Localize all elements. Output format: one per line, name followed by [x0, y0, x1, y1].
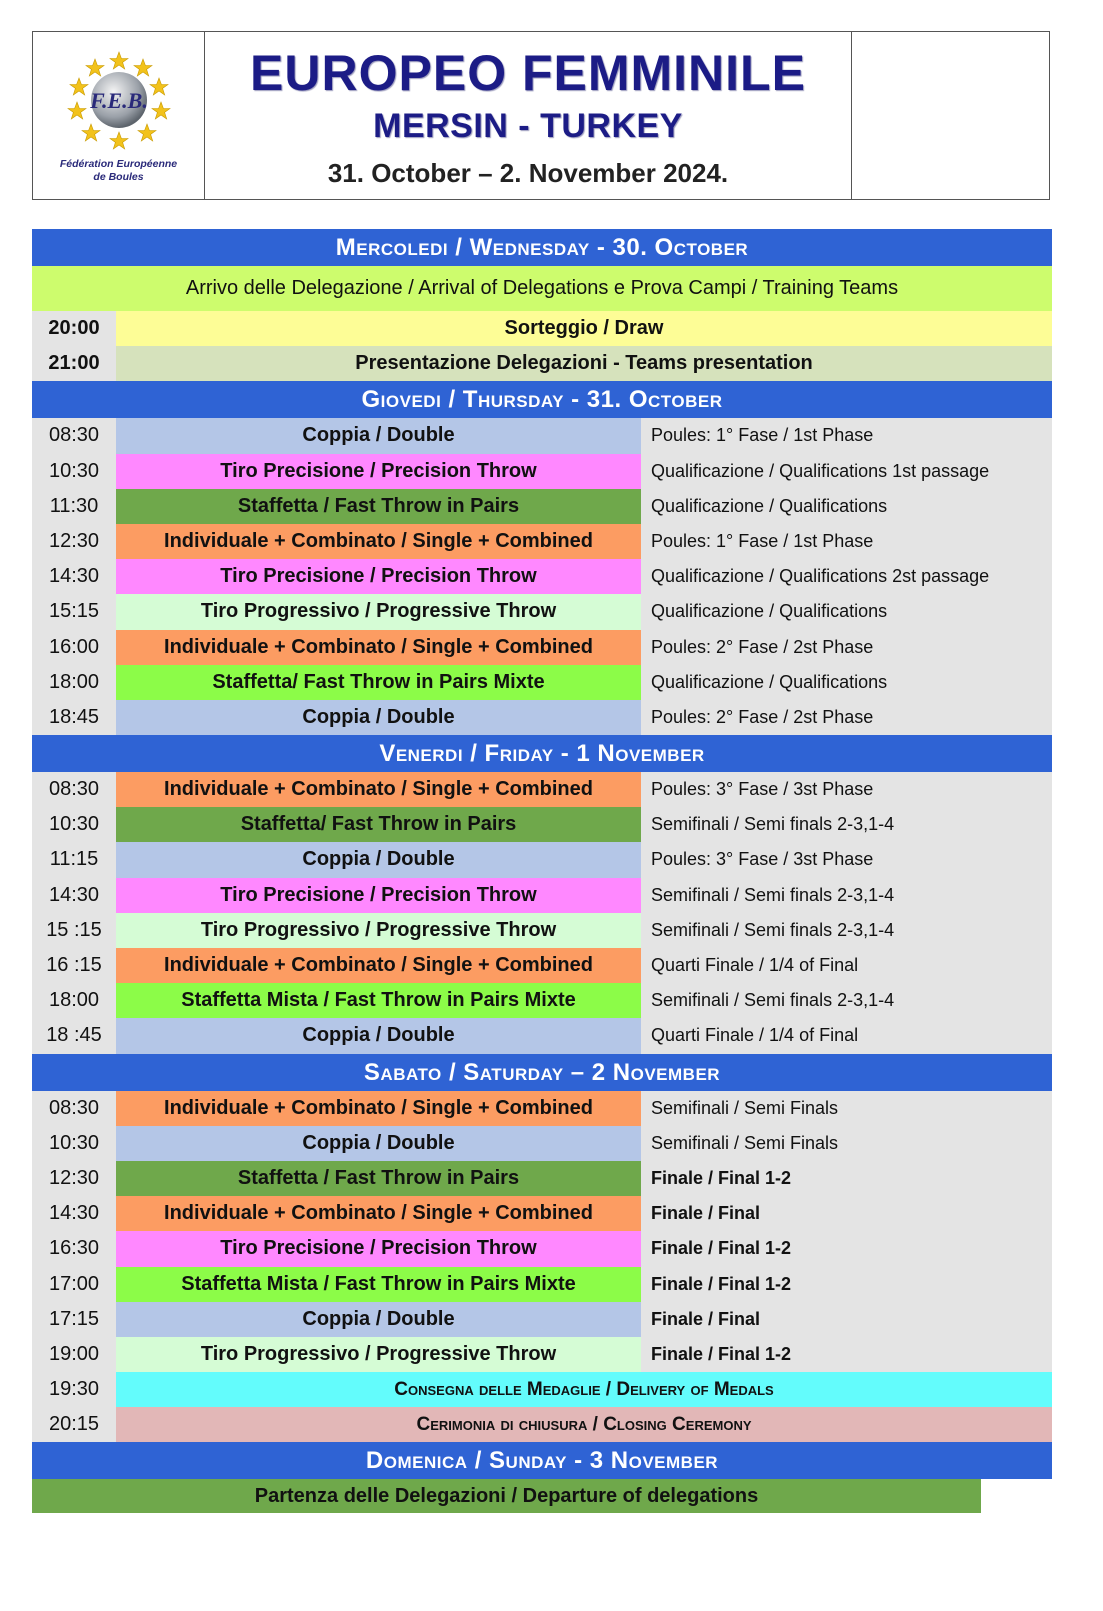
time-cell: 15 :15 [32, 913, 116, 948]
phase-cell: Finale / Final 1-2 [641, 1161, 1052, 1196]
schedule-row [32, 1196, 1052, 1231]
schedule-row [32, 454, 1052, 489]
phase-cell: Semifinali / Semi finals 2-3,1-4 [641, 878, 1052, 913]
phase-cell: Poules: 1° Fase / 1st Phase [641, 524, 1052, 559]
time-cell: 19:00 [32, 1337, 116, 1372]
title-cell [205, 32, 852, 199]
schedule-row [32, 1337, 1052, 1372]
phase-cell: Qualificazione / Qualifications [641, 594, 1052, 629]
phase-cell: Finale / Final 1-2 [641, 1267, 1052, 1302]
schedule-row [32, 489, 1052, 524]
schedule-row [32, 1231, 1052, 1266]
time-cell: 16:00 [32, 630, 116, 665]
time-cell: 15:15 [32, 594, 116, 629]
schedule-row [32, 983, 1052, 1018]
logo-cell [33, 32, 205, 199]
time-cell: 11:30 [32, 489, 116, 524]
time-cell: 10:30 [32, 454, 116, 489]
time-cell: 08:30 [32, 418, 116, 453]
schedule-row [32, 1018, 1052, 1053]
schedule-row [32, 1161, 1052, 1196]
schedule-row [32, 346, 1052, 381]
time-cell: 16 :15 [32, 948, 116, 983]
event-location: MERSIN - TURKEY [373, 107, 683, 145]
day-header: Mercoledi / Wednesday - 30. October [32, 229, 1052, 266]
schedule-row [32, 772, 1052, 807]
phase-cell: Poules: 3° Fase / 3st Phase [641, 842, 1052, 877]
schedule-row [32, 559, 1052, 594]
time-cell: 18:45 [32, 700, 116, 735]
event-cell: Cerimonia di chiusura / Closing Ceremony [116, 1407, 1052, 1442]
activity-cell: Staffetta / Fast Throw in Pairs [116, 489, 641, 524]
schedule-row [32, 1302, 1052, 1337]
empty-header-cell [852, 32, 1049, 199]
schedule-row [32, 842, 1052, 877]
schedule-row [32, 913, 1052, 948]
arrival-row: Arrivo delle Delegazione / Arrival of Delegations e Prova Campi / Training Teams [32, 266, 1052, 311]
event-cell: Sorteggio / Draw [116, 311, 1052, 346]
event-header [32, 31, 1050, 200]
phase-cell: Semifinali / Semi finals 2-3,1-4 [641, 913, 1052, 948]
phase-cell: Semifinali / Semi Finals [641, 1126, 1052, 1161]
time-cell: 16:30 [32, 1231, 116, 1266]
time-cell: 18:00 [32, 665, 116, 700]
schedule-row [32, 1372, 1052, 1407]
schedule-row [32, 665, 1052, 700]
activity-cell: Coppia / Double [116, 842, 641, 877]
activity-cell: Staffetta / Fast Throw in Pairs [116, 1161, 641, 1196]
activity-cell: Tiro Precisione / Precision Throw [116, 559, 641, 594]
activity-cell: Staffetta Mista / Fast Throw in Pairs Mixte [116, 983, 641, 1018]
activity-cell: Tiro Precisione / Precision Throw [116, 454, 641, 489]
time-cell: 10:30 [32, 1126, 116, 1161]
logo-text-line1: Fédération Européenne [59, 158, 178, 170]
activity-cell: Staffetta/ Fast Throw in Pairs [116, 807, 641, 842]
activity-cell: Staffetta/ Fast Throw in Pairs Mixte [116, 665, 641, 700]
logo-mark: F.E.B. [90, 88, 148, 113]
phase-cell: Poules: 2° Fase / 2st Phase [641, 700, 1052, 735]
activity-cell: Tiro Progressivo / Progressive Throw [116, 594, 641, 629]
time-cell: 17:15 [32, 1302, 116, 1337]
activity-cell: Individuale + Combinato / Single + Combined [116, 772, 641, 807]
time-cell: 12:30 [32, 524, 116, 559]
time-cell: 18:00 [32, 983, 116, 1018]
schedule-row [32, 1267, 1052, 1302]
activity-cell: Individuale + Combinato / Single + Combined [116, 948, 641, 983]
activity-cell: Coppia / Double [116, 1302, 641, 1337]
schedule-row [32, 700, 1052, 735]
time-cell: 14:30 [32, 878, 116, 913]
schedule-row [32, 1091, 1052, 1126]
time-cell: 18 :45 [32, 1018, 116, 1053]
schedule-row [32, 524, 1052, 559]
schedule-row [32, 630, 1052, 665]
day-header: Domenica / Sunday - 3 November [32, 1442, 1052, 1479]
activity-cell: Tiro Precisione / Precision Throw [116, 1231, 641, 1266]
departure-row: Partenza delle Delegazioni / Departure of delegations [32, 1479, 981, 1513]
activity-cell: Individuale + Combinato / Single + Combined [116, 524, 641, 559]
time-cell: 20:15 [32, 1407, 116, 1442]
phase-cell: Semifinali / Semi finals 2-3,1-4 [641, 983, 1052, 1018]
phase-cell: Finale / Final 1-2 [641, 1231, 1052, 1266]
activity-cell: Individuale + Combinato / Single + Combined [116, 630, 641, 665]
activity-cell: Tiro Precisione / Precision Throw [116, 878, 641, 913]
schedule-row [32, 594, 1052, 629]
schedule-row [32, 948, 1052, 983]
activity-cell: Individuale + Combinato / Single + Combined [116, 1091, 641, 1126]
phase-cell: Poules: 2° Fase / 2st Phase [641, 630, 1052, 665]
feb-logo-icon [59, 42, 179, 154]
day-header: Venerdi / Friday - 1 November [32, 735, 1052, 772]
phase-cell: Poules: 3° Fase / 3st Phase [641, 772, 1052, 807]
schedule-table [32, 229, 1052, 1513]
phase-cell: Qualificazione / Qualifications [641, 665, 1052, 700]
activity-cell: Tiro Progressivo / Progressive Throw [116, 1337, 641, 1372]
schedule-row [32, 1407, 1052, 1442]
phase-cell: Quarti Finale / 1/4 of Final [641, 948, 1052, 983]
phase-cell: Finale / Final 1-2 [641, 1337, 1052, 1372]
event-cell: Consegna delle Medaglie / Delivery of Medals [116, 1372, 1052, 1407]
time-cell: 11:15 [32, 842, 116, 877]
event-cell: Presentazione Delegazioni - Teams presentation [116, 346, 1052, 381]
day-header: Giovedi / Thursday - 31. October [32, 381, 1052, 418]
event-title: EUROPEO FEMMINILE [250, 45, 806, 101]
logo-text-line2: de Boules [93, 171, 144, 183]
schedule-row [32, 418, 1052, 453]
time-cell: 08:30 [32, 772, 116, 807]
time-cell: 12:30 [32, 1161, 116, 1196]
phase-cell: Semifinali / Semi finals 2-3,1-4 [641, 807, 1052, 842]
activity-cell: Tiro Progressivo / Progressive Throw [116, 913, 641, 948]
phase-cell: Qualificazione / Qualifications 2st passage [641, 559, 1052, 594]
activity-cell: Coppia / Double [116, 700, 641, 735]
time-cell: 14:30 [32, 1196, 116, 1231]
schedule-row [32, 311, 1052, 346]
activity-cell: Coppia / Double [116, 1018, 641, 1053]
phase-cell: Qualificazione / Qualifications 1st passage [641, 454, 1052, 489]
activity-cell: Coppia / Double [116, 1126, 641, 1161]
time-cell: 21:00 [32, 346, 116, 381]
phase-cell: Poules: 1° Fase / 1st Phase [641, 418, 1052, 453]
activity-cell: Staffetta Mista / Fast Throw in Pairs Mixte [116, 1267, 641, 1302]
schedule-row [32, 1126, 1052, 1161]
activity-cell: Coppia / Double [116, 418, 641, 453]
schedule-row [32, 807, 1052, 842]
time-cell: 17:00 [32, 1267, 116, 1302]
time-cell: 20:00 [32, 311, 116, 346]
time-cell: 08:30 [32, 1091, 116, 1126]
phase-cell: Finale / Final [641, 1302, 1052, 1337]
time-cell: 14:30 [32, 559, 116, 594]
phase-cell: Semifinali / Semi Finals [641, 1091, 1052, 1126]
phase-cell: Finale / Final [641, 1196, 1052, 1231]
time-cell: 10:30 [32, 807, 116, 842]
activity-cell: Individuale + Combinato / Single + Combined [116, 1196, 641, 1231]
schedule-row [32, 878, 1052, 913]
event-dates: 31. October – 2. November 2024. [327, 158, 729, 188]
time-cell: 19:30 [32, 1372, 116, 1407]
phase-cell: Qualificazione / Qualifications [641, 489, 1052, 524]
day-header: Sabato / Saturday – 2 November [32, 1054, 1052, 1091]
phase-cell: Quarti Finale / 1/4 of Final [641, 1018, 1052, 1053]
